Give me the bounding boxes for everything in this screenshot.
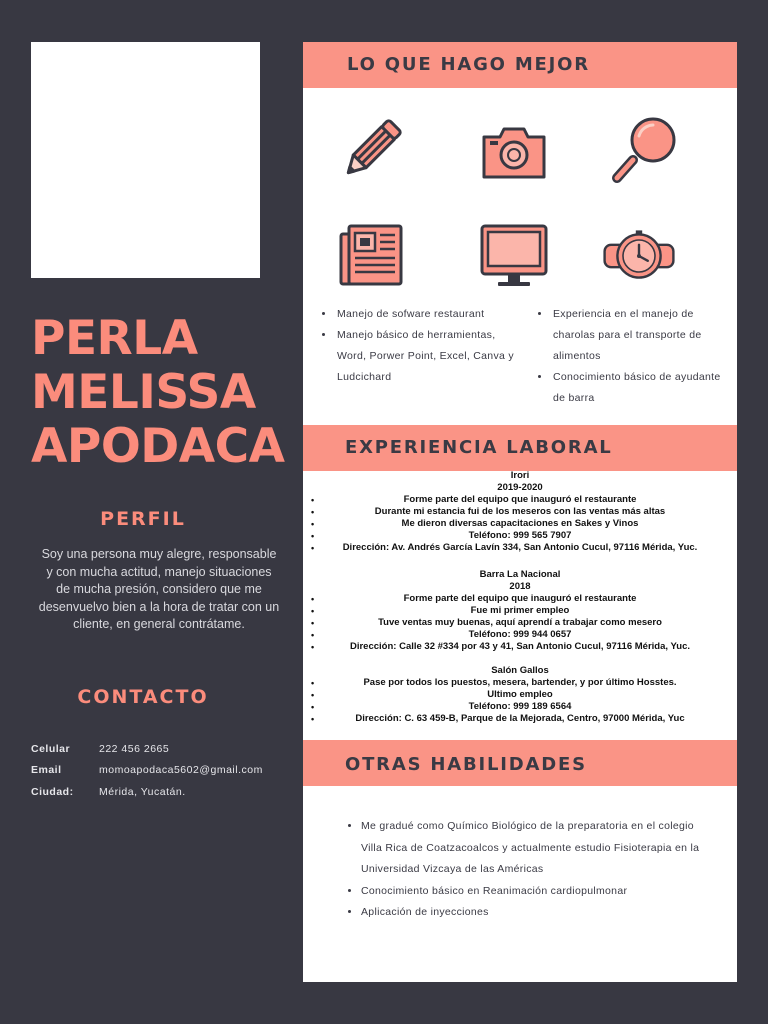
job-year: 2019-2020 [497,482,543,493]
perfil-heading: PERFIL [100,508,186,530]
experience-title: EXPERIENCIA LABORAL [345,437,613,458]
list-item: • Teléfono: 999 189 6564 [303,701,737,713]
contact-phone[interactable]: 222 456 2665 [99,743,170,755]
job-name: Barra La Nacional [479,569,561,580]
job-year: 2018 [509,581,531,592]
list-item: • Conocimiento básico de ayudante de barra [551,367,731,409]
list-item: • Me gradué como Químico Biológico de la preparatoria en el colegio Villa Rica de Coatzacoalcos y actualmente estudio Fisioterapia en la Universidad Vizcaya de las Américas [361,816,701,881]
name-line-first: PERLA [31,311,198,366]
list-item: • Teléfono: 999 944 0657 [303,629,737,641]
other-skills-list [347,816,701,924]
contact-label: Email [31,764,62,776]
contact-row-email [31,764,291,784]
skills-list-left [321,304,525,388]
name-line-middle: MELISSA [31,365,256,420]
camera-icon [478,117,550,189]
profile-photo [31,42,260,278]
job-barra-la-nacional [303,569,737,653]
list-item: • Manejo básico de herramientas, Word, Porwer Point, Excel, Canva y Ludcichard [335,325,525,388]
person-name [31,312,291,474]
contact-label: Ciudad: [31,786,74,798]
skills-list-right [537,304,731,409]
job-name: Salón Gallos [491,665,549,676]
list-item: • Experiencia en el manejo de charolas para el transporte de alimentos [551,304,731,367]
skills-title: LO QUE HAGO MEJOR [347,54,590,75]
list-item: • Aplicación de inyecciones [361,902,701,924]
magnifier-icon [609,114,681,186]
contacto-heading: CONTACTO [77,686,209,708]
list-item: • Durante mi estancia fui de los meseros con las ventas más altas [303,506,737,518]
list-item: • Manejo de sofware restaurant [335,304,525,325]
list-item: • Dirección: Calle 32 #334 por 43 y 41, San Antonio Cucul, 97116 Mérida, Yuc. [303,641,737,653]
name-line-last: APODACA [31,419,285,474]
list-item: • Pase por todos los puestos, mesera, bartender, y por último Hosstes. [303,677,737,689]
job-irori [303,470,737,554]
list-item: • Conocimiento básico en Reanimación cardiopulmonar [361,881,701,903]
list-item: • Dirección: Av. Andrés García Lavín 334, San Antonio Cucul, 97116 Mérida, Yuc. [303,542,737,554]
contact-email[interactable]: momoapodaca5602@gmail.com [99,764,263,776]
monitor-icon [478,220,550,292]
other-skills-title: OTRAS HABILIDADES [345,754,587,775]
list-item: • Tuve ventas muy buenas, aquí aprendí a trabajar como mesero [303,617,737,629]
newspaper-icon [335,220,407,292]
list-item: • Forme parte del equipo que inauguró el restaurante [303,494,737,506]
list-item: • Ultimo empleo [303,689,737,701]
contact-row-city [31,786,291,806]
contact-row-phone [31,743,291,763]
perfil-text: Soy una persona muy alegre, responsable y con mucha actitud, manejo situaciones de mucha presión, considero que me desenvuelvo bien a la hora de tratar con un cliente, en general contrátame. [38,547,280,631]
pencil-icon [335,114,407,186]
contact-city: Mérida, Yucatán. [99,786,186,798]
skills-band [303,42,737,88]
other-skills-band [303,740,737,786]
list-item: • Teléfono: 999 565 7907 [303,530,737,542]
list-item: • Dirección: C. 63 459-B, Parque de la Mejorada, Centro, 97000 Mérida, Yuc [303,713,737,725]
job-salon-gallos [303,665,737,725]
contact-label: Celular [31,743,71,755]
watch-icon [603,220,675,292]
job-name: Irori [510,470,530,481]
content-panel [303,42,737,982]
list-item: • Forme parte del equipo que inauguró el restaurante [303,593,737,605]
list-item: • Fue mi primer empleo [303,605,737,617]
list-item: • Me dieron diversas capacitaciones en Sakes y Vinos [303,518,737,530]
experience-band [303,425,737,471]
